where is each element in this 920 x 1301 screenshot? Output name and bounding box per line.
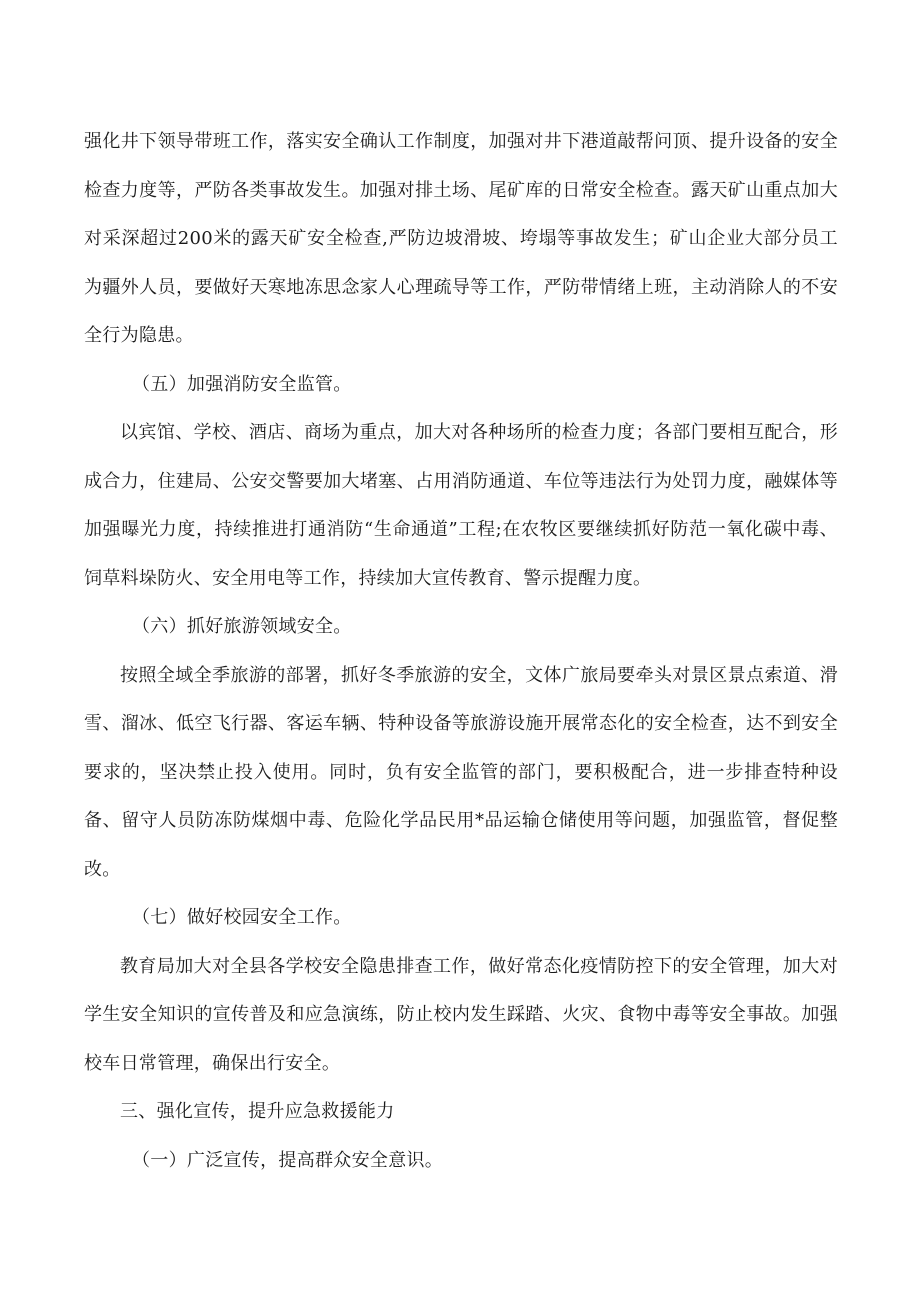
paragraph-fire-safety: 以宾馆、学校、酒店、商场为重点，加大对各种场所的检查力度；各部门要相互配合，形成合力，住建局、公安交警要加大堵塞、占用消防通道、车位等违法行为处罚力度，融媒体等加强曝光力度，持续推进打通消防“生命通道”工程;在农牧区要继续抓好防范一氧化碳中毒、饲草料垛防火、安全用电等工作，持续加大宣传教育、警示提醒力度。 (84, 422, 838, 589)
subheading-fire-safety: （五）加强消防安全监管。 (132, 373, 352, 395)
document-page (84, 118, 838, 1185)
paragraph-mine-safety-continued: 强化井下领导带班工作，落实安全确认工作制度，加强对井下港道敲帮问顶、提升设备的安全检查力度等，严防各类事故发生。加强对排土场、尾矿库的日常安全检查。露天矿山重点加大对采深超过200米的露天矿安全检查,严防边坡滑坡、垮塌等事故发生；矿山企业大部分员工为疆外人员，要做好天寒地冻思念家人心理疏导等工作，严防带情绪上班，主动消除人的不安全行为隐患。 (84, 131, 838, 346)
section-heading-publicity: 三、强化宣传，提升应急救援能力 (120, 1101, 395, 1122)
subheading-tourism-safety: （六）抓好旅游领域安全。 (132, 616, 352, 637)
paragraph-tourism-safety: 按照全域全季旅游的部署，抓好冬季旅游的安全，文体广旅局要牵头对景区景点索道、滑雪、溜冰、低空飞行器、客运车辆、特种设备等旅游设施开展常态化的安全检查，达不到安全要求的，坚决禁止投入使用。同时，负有安全监管的部门，要积极配合，进一步排查特种设备、留守人员防冻防煤烟中毒、危险化学品民用*品运输仓储使用等问题，加强监管，督促整改。 (84, 664, 838, 880)
subheading-public-awareness: （一）广泛宣传，提高群众安全意识。 (132, 1149, 444, 1171)
subheading-campus-safety: （七）做好校园安全工作。 (132, 907, 352, 928)
paragraph-campus-safety: 教育局加大对全县各学校安全隐患排查工作，做好常态化疫情防控下的安全管理，加大对学生安全知识的宣传普及和应急演练，防止校内发生踩踏、火灾、食物中毒等安全事故。加强校车日常管理，确保出行安全。 (84, 955, 838, 1074)
